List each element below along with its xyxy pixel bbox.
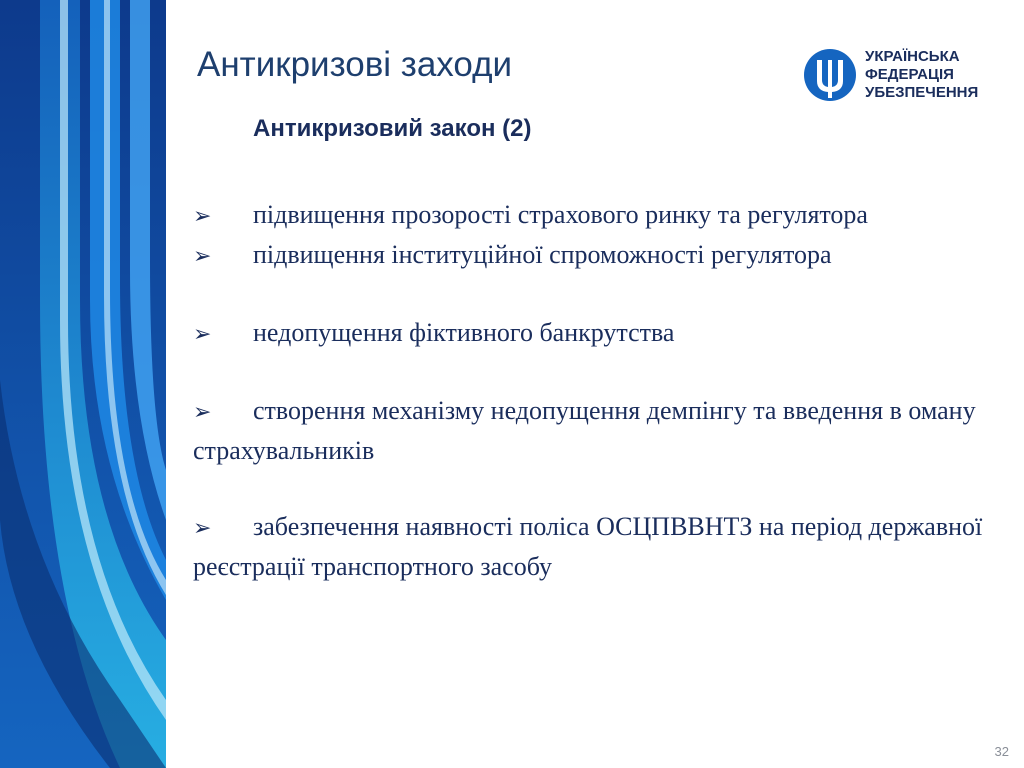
list-item xyxy=(193,314,983,354)
slide-subtitle xyxy=(253,113,532,145)
list-item xyxy=(193,236,983,276)
list-item-text: недопущення фіктивного банкрутства xyxy=(253,318,675,347)
decorative-stripes xyxy=(0,0,166,768)
list-item-text: створення механізму недопущення демпінгу та введення в оману страхувальників xyxy=(193,396,976,465)
slide-title: Антикризові заходи xyxy=(197,45,513,84)
list-item-text: забезпечення наявності поліса ОСЦПВВНТЗ на період державної реєстрації транспортного засобу xyxy=(193,512,983,581)
list-item xyxy=(193,196,983,236)
logo-line-2: ФЕДЕРАЦІЯ xyxy=(865,66,954,83)
subtitle-rest: (2) xyxy=(495,115,532,142)
list-item-text: підвищення прозорості страхового ринку та регулятора xyxy=(253,200,868,229)
subtitle-bold: Антикризовий закон xyxy=(253,115,496,142)
arrow-bullet-icon: ➢ xyxy=(193,322,212,347)
arrow-bullet-icon: ➢ xyxy=(193,516,212,541)
logo-text xyxy=(865,48,978,102)
logo-line-1: УКРАЇНСЬКА xyxy=(865,48,960,65)
arrow-bullet-icon: ➢ xyxy=(193,244,212,269)
list-item xyxy=(193,508,983,586)
list-item xyxy=(193,392,983,470)
list-item-text: підвищення інституційної спроможності регулятора xyxy=(253,240,832,269)
arrow-bullet-icon: ➢ xyxy=(193,204,212,229)
organization-logo xyxy=(803,44,983,106)
bullet-list xyxy=(193,196,983,586)
logo-line-3: УБЕЗПЕЧЕННЯ xyxy=(865,84,979,101)
trident-logo-icon xyxy=(803,46,857,104)
page-number: 32 xyxy=(994,744,1009,759)
arrow-bullet-icon: ➢ xyxy=(193,400,212,425)
